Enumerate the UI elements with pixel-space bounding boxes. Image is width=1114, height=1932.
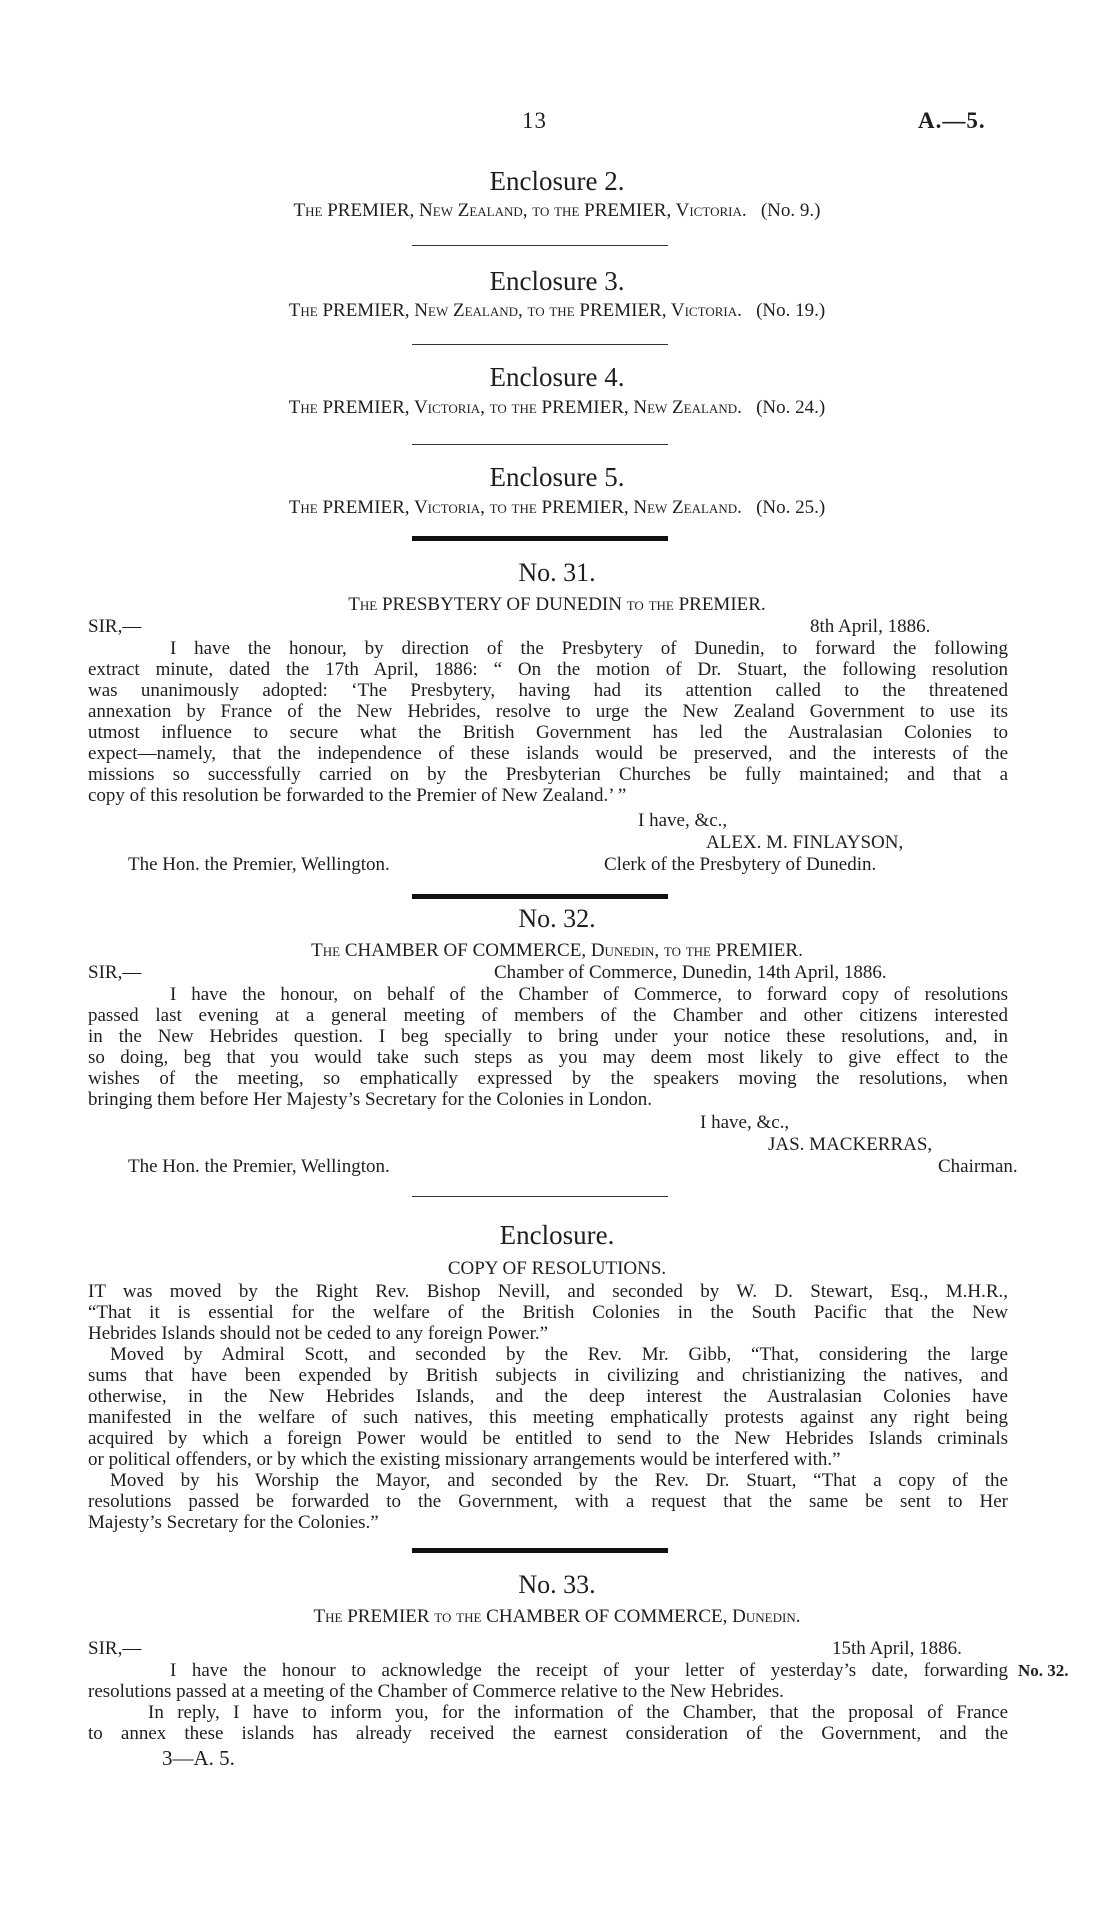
enclosure-title: Enclosure.	[499, 1220, 615, 1250]
no31-line: was unanimously adopted: ‘The Presbytery, having had its attention called to the threatened	[88, 680, 1008, 701]
enclosure-4-line	[0, 397, 1114, 419]
no31-closing: I have, &c.,	[638, 810, 728, 831]
no32-signatory: JAS. MACKERRAS,	[768, 1134, 933, 1155]
no31-subtitle: The PRESBYTERY OF DUNEDIN to the PREMIER.	[348, 594, 766, 615]
no31-line: copy of this resolution be forwarded to the Premier of New Zealand.’ ”	[88, 785, 627, 806]
resolution-line: sums that have been expended by British subjects in civilizing and christianizing the natives, and	[88, 1365, 1008, 1386]
section-rule	[412, 1548, 668, 1553]
no33-date: 15th April, 1886.	[832, 1638, 962, 1659]
no32-line: in the New Hebrides question. I beg specially to bring under your notice these resolutions, and, in	[88, 1026, 1008, 1047]
no31-signatory: ALEX. M. FINLAYSON,	[706, 832, 904, 853]
no33-line: resolutions passed at a meeting of the Chamber of Commerce relative to the New Hebrides.	[88, 1681, 784, 1702]
resolution-line: “That it is essential for the welfare of the British Colonies in the South Pacific that the New	[88, 1302, 1008, 1323]
page-number: 13	[522, 108, 547, 133]
enclosure-3-number: (No. 19.)	[756, 300, 826, 321]
no31-letter-body	[88, 638, 1008, 806]
enclosure-4-number: (No. 24.)	[756, 397, 826, 418]
no32-line: I have the honour, on behalf of the Chamber of Commerce, to forward copy of resolutions	[170, 984, 1008, 1005]
no33-letter-body	[88, 1660, 1008, 1744]
enclosure-2-title: Enclosure 2.	[489, 166, 625, 196]
resolution-line: Hebrides Islands should not be ceded to any foreign Power.”	[88, 1323, 549, 1344]
no32-date: Chamber of Commerce, Dunedin, 14th April, 1886.	[494, 962, 887, 983]
enclosure-4-description: The PREMIER, Victoria, to the PREMIER, New Zealand.	[288, 397, 742, 418]
resolution-line: Majesty’s Secretary for the Colonies.”	[88, 1512, 379, 1533]
no31-date: 8th April, 1886.	[810, 616, 931, 637]
separator-rule	[412, 444, 668, 445]
no32-subtitle: The CHAMBER OF COMMERCE, Dunedin, to the PREMIER.	[311, 940, 803, 961]
enclosure-5-line	[0, 497, 1114, 519]
no33-subtitle: The PREMIER to the CHAMBER OF COMMERCE, Dunedin.	[313, 1606, 801, 1627]
resolution-line: resolutions passed be forwarded to the Government, with a request that the same be sent to Her	[88, 1491, 1008, 1512]
no31-addressee: The Hon. the Premier, Wellington.	[128, 854, 390, 875]
no32-line: passed last evening at a general meeting of members of the Chamber and other citizens interested	[88, 1005, 1008, 1026]
separator-rule	[412, 1196, 668, 1197]
resolution-line: IT was moved by the Right Rev. Bishop Nevill, and seconded by W. D. Stewart, Esq., M.H.R.,	[88, 1281, 1008, 1302]
enclosure-3-description: The PREMIER, New Zealand, to the PREMIER, Victoria.	[288, 300, 742, 321]
enclosure-5-number: (No. 25.)	[756, 497, 826, 518]
enclosure-2-line	[0, 200, 1114, 222]
no31-line: utmost influence to secure what the British Government has led the Australasian Colonies to	[88, 722, 1008, 743]
no33-line: In reply, I have to inform you, for the information of the Chamber, that the proposal of France	[148, 1702, 1008, 1723]
no31-line: annexation by France of the New Hebrides, resolve to urge the New Zealand Government to use its	[88, 701, 1008, 722]
no32-title: No. 32.	[518, 904, 596, 933]
enclosure-5-title: Enclosure 5.	[489, 462, 625, 492]
resolution-line: acquired by which a foreign Power would be entitled to send to the New Hebrides Islands criminals	[88, 1428, 1008, 1449]
no31-line: extract minute, dated the 17th April, 1886: “ On the motion of Dr. Stuart, the following resolution	[88, 659, 1008, 680]
section-rule	[412, 536, 668, 541]
no33-line: to annex these islands has already received the earnest consideration of the Government, and the	[88, 1723, 1008, 1744]
resolution-1	[88, 1281, 1008, 1344]
signature-mark: 3—A. 5.	[162, 1746, 235, 1770]
resolution-line: or political offenders, or by which the existing missionary arrangements would be interfered with.”	[88, 1449, 841, 1470]
document-reference: A.—5.	[918, 108, 986, 133]
no33-line: I have the honour to acknowledge the receipt of your letter of yesterday’s date, forwarding	[170, 1660, 1008, 1681]
resolution-line: Moved by Admiral Scott, and seconded by the Rev. Mr. Gibb, “That, considering the large	[110, 1344, 1008, 1365]
no33-salutation: SIR,—	[88, 1638, 142, 1659]
enclosure-4-title: Enclosure 4.	[489, 362, 625, 392]
resolution-line: Moved by his Worship the Mayor, and seconded by the Rev. Dr. Stuart, “That a copy of the	[110, 1470, 1008, 1491]
resolution-line: manifested in the welfare of such natives, this meeting emphatically protests against any right being	[88, 1407, 1008, 1428]
separator-rule	[412, 344, 668, 345]
no32-line: bringing them before Her Majesty’s Secretary for the Colonies in London.	[88, 1089, 653, 1110]
resolution-3	[88, 1470, 1008, 1533]
no32-closing: I have, &c.,	[700, 1112, 790, 1133]
no31-line: I have the honour, by direction of the Presbytery of Dunedin, to forward the following	[170, 638, 1008, 659]
section-rule	[412, 894, 668, 899]
enclosure-5-description: The PREMIER, Victoria, to the PREMIER, New Zealand.	[288, 497, 742, 518]
enclosure-subtitle: COPY OF RESOLUTIONS.	[447, 1258, 667, 1279]
no31-signatory-title: Clerk of the Presbytery of Dunedin.	[604, 854, 877, 875]
no32-line: so doing, beg that you would take such steps as you may deem most likely to give effect to the	[88, 1047, 1008, 1068]
no31-line: expect—namely, that the independence of these islands would be preserved, and the interests of the	[88, 743, 1008, 764]
enclosure-3-line	[0, 300, 1114, 322]
no32-addressee: The Hon. the Premier, Wellington.	[128, 1156, 390, 1177]
no31-line: missions so successfully carried on by the Presbyterian Churches be fully maintained; and that a	[88, 764, 1008, 785]
enclosure-2-description: The PREMIER, New Zealand, to the PREMIER, Victoria.	[293, 200, 747, 221]
margin-reference: No. 32.	[1018, 1661, 1069, 1680]
resolution-line: otherwise, in the New Hebrides Islands, and the deep interest the Australasian Colonies have	[88, 1386, 1008, 1407]
no32-letter-body	[88, 984, 1008, 1110]
enclosure-3-title: Enclosure 3.	[489, 266, 625, 296]
no31-salutation: SIR,—	[88, 616, 142, 637]
no31-title: No. 31.	[518, 558, 596, 587]
enclosure-2-number: (No. 9.)	[760, 200, 821, 221]
resolution-2	[88, 1344, 1008, 1470]
no32-signatory-title: Chairman.	[938, 1156, 1018, 1177]
separator-rule	[412, 245, 668, 246]
no32-line: wishes of the meeting, so emphatically expressed by the speakers moving the resolutions, when	[88, 1068, 1008, 1089]
no33-title: No. 33.	[518, 1570, 596, 1599]
no32-salutation: SIR,—	[88, 962, 142, 983]
